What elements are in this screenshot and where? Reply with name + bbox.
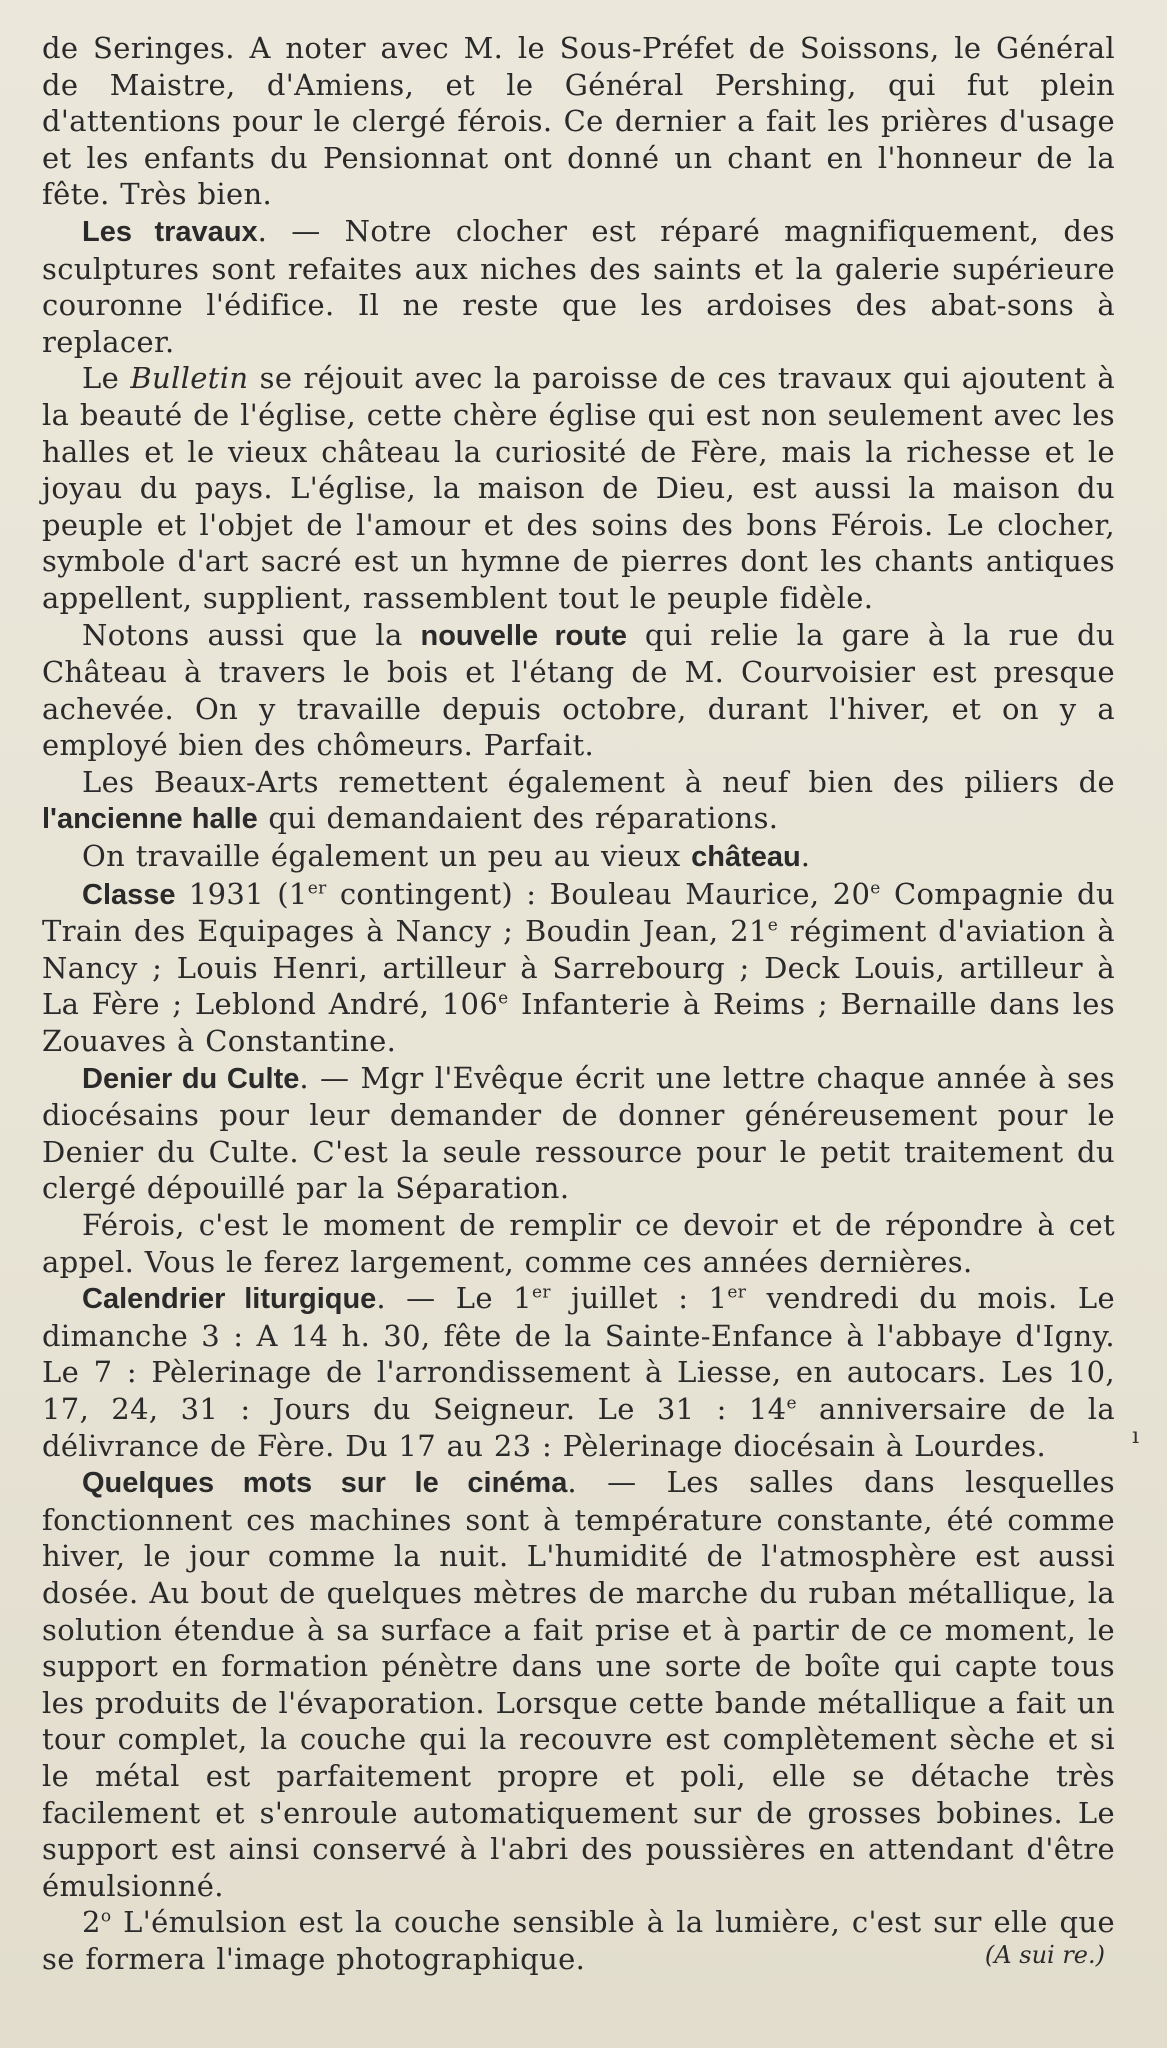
section-heading-calendrier: Calendrier liturgique [82, 1283, 377, 1316]
paragraph-ferois: Férois, c'est le moment de remplir ce devoir et de répondre à cet appel. Vous le ferez largement, comme ces années dernières. [42, 1208, 1115, 1279]
margin-mark: ı [1131, 1424, 1139, 1449]
paragraph-bulletin: Le Bulletin se réjouit avec la paroisse de ces travaux qui ajoutent à la beauté de l'église, cette chère église qui est non seulement avec les halles et le vieux château la curiosité de Fère, mais la richesse et le joyau du pays. L'église, la maison de Dieu, est aussi la maison du peuple et l'objet de l'amour et des soins des bons Férois. Le clocher, symbole d'art sacré est un hymne de pierres dont les chants antiques appellent, supplient, rassemblent tout le peuple fidèle. [42, 361, 1115, 615]
paragraph-denier: Denier du Culte. — Mgr l'Evêque écrit une lettre chaque année à ses diocésains pour leur demander de donner généreusement pour le Denier du Culte. C'est la seule ressource pour le petit traitement du clergé dépouillé par la Séparation. [42, 1060, 1115, 1206]
bold-ancienne-halle: l'ancienne halle [42, 803, 258, 836]
section-heading-denier: Denier du Culte [82, 1062, 300, 1095]
paragraph-intro: de Seringes. A noter avec M. le Sous-Préfet de Soissons, le Général de Maistre, d'Amiens, et le Général Pershing, qui fut plein d'attentions pour le clergé férois. Ce dernier a fait les prières d'usage et les enfants du Pensionnat ont donné un chant en l'honneur de la fête. Très bien. [42, 31, 1115, 212]
bold-nouvelle-route: nouvelle route [420, 619, 627, 652]
paragraph-calendrier: Calendrier liturgique. — Le 1er juillet : 1er vendredi du mois. Le dimanche 3 : A 14 h. 30, fête de la Sainte-Enfance à l'abbaye d'Igny. Le 7 : Pèlerinage de l'arrondissement à Liesse, en autocars. Les 10, 17, 24, 31 : Jours du Seigneur. Le 31 : 14e anniversaire de la délivrance de Fère. Du 17 au 23 : Pèlerinage diocésain à Lourdes. [42, 1281, 1115, 1463]
paragraph-halle: Les Beaux-Arts remettent également à neuf bien des piliers de l'ancienne halle qui demandaient des réparations. [42, 764, 1115, 836]
section-heading-travaux: Les travaux [82, 215, 258, 248]
to-be-continued-note: (A sui re.) [984, 1941, 1105, 1970]
paragraph-emulsion: 2$^o$ L'émulsion est la couche sensible à la lumière, c'est sur elle que se formera l'image photographique. [42, 1905, 1115, 1976]
paragraph-route: Notons aussi que la nouvelle route qui relie la gare à la rue du Château à travers le bois et l'étang de M. Courvoisier est presque achevée. On y travaille depuis octobre, durant l'hiver, et on y a employé bien des chômeurs. Parfait. [42, 617, 1115, 763]
italic-bulletin: Bulletin [130, 361, 249, 396]
paragraph-travaux: Les travaux. — Notre clocher est réparé magnifiquement, des sculptures sont refaites aux niches des saints et la galerie supérieure couronne l'édifice. Il ne reste que les ardoises des abat-sons à replacer. [42, 213, 1116, 359]
section-heading-cinema: Quelques mots sur le cinéma [82, 1467, 568, 1500]
paragraph-cinema: Quelques mots sur le cinéma. — Les salles dans lesquelles fonctionnent ces machines sont à température constante, été comme hiver, le jour comme la nuit. L'humidité de l'atmosphère est aussi dosée. Au bout de quelques mètres de marche du ruban métallique, la solution étendue à sa surface a fait prise et à partir de ce moment, le support en formation pénètre dans une sorte de boîte qui capte tous les produits de l'évaporation. Lorsque cette bande métallique a fait un tour complet, la couche qui la recouvre est complètement sèche et si le métal est parfaitement propre et poli, elle se détache très facilement et s'enroule automatiquement sur de grosses bobines. Le support est ainsi conservé à l'abri des poussières en attendant d'être émulsionné. [42, 1465, 1115, 1903]
section-heading-classe: Classe [82, 878, 176, 911]
paragraph-classe: Classe 1931 (1er contingent) : Bouleau Maurice, 20e Compagnie du Train des Equipages à Nancy ; Boudin Jean, 21e régiment d'aviation à Nancy ; Louis Henri, artilleur à Sarrebourg ; Deck Louis, artilleur à La Fère ; Leblond André, 106e Infanterie à Reims ; Bernaille dans les Zouaves à Constantine. [42, 876, 1115, 1059]
paragraph-chateau: On travaille également un peu au vieux château. [82, 839, 811, 874]
bold-chateau: château [691, 841, 801, 874]
